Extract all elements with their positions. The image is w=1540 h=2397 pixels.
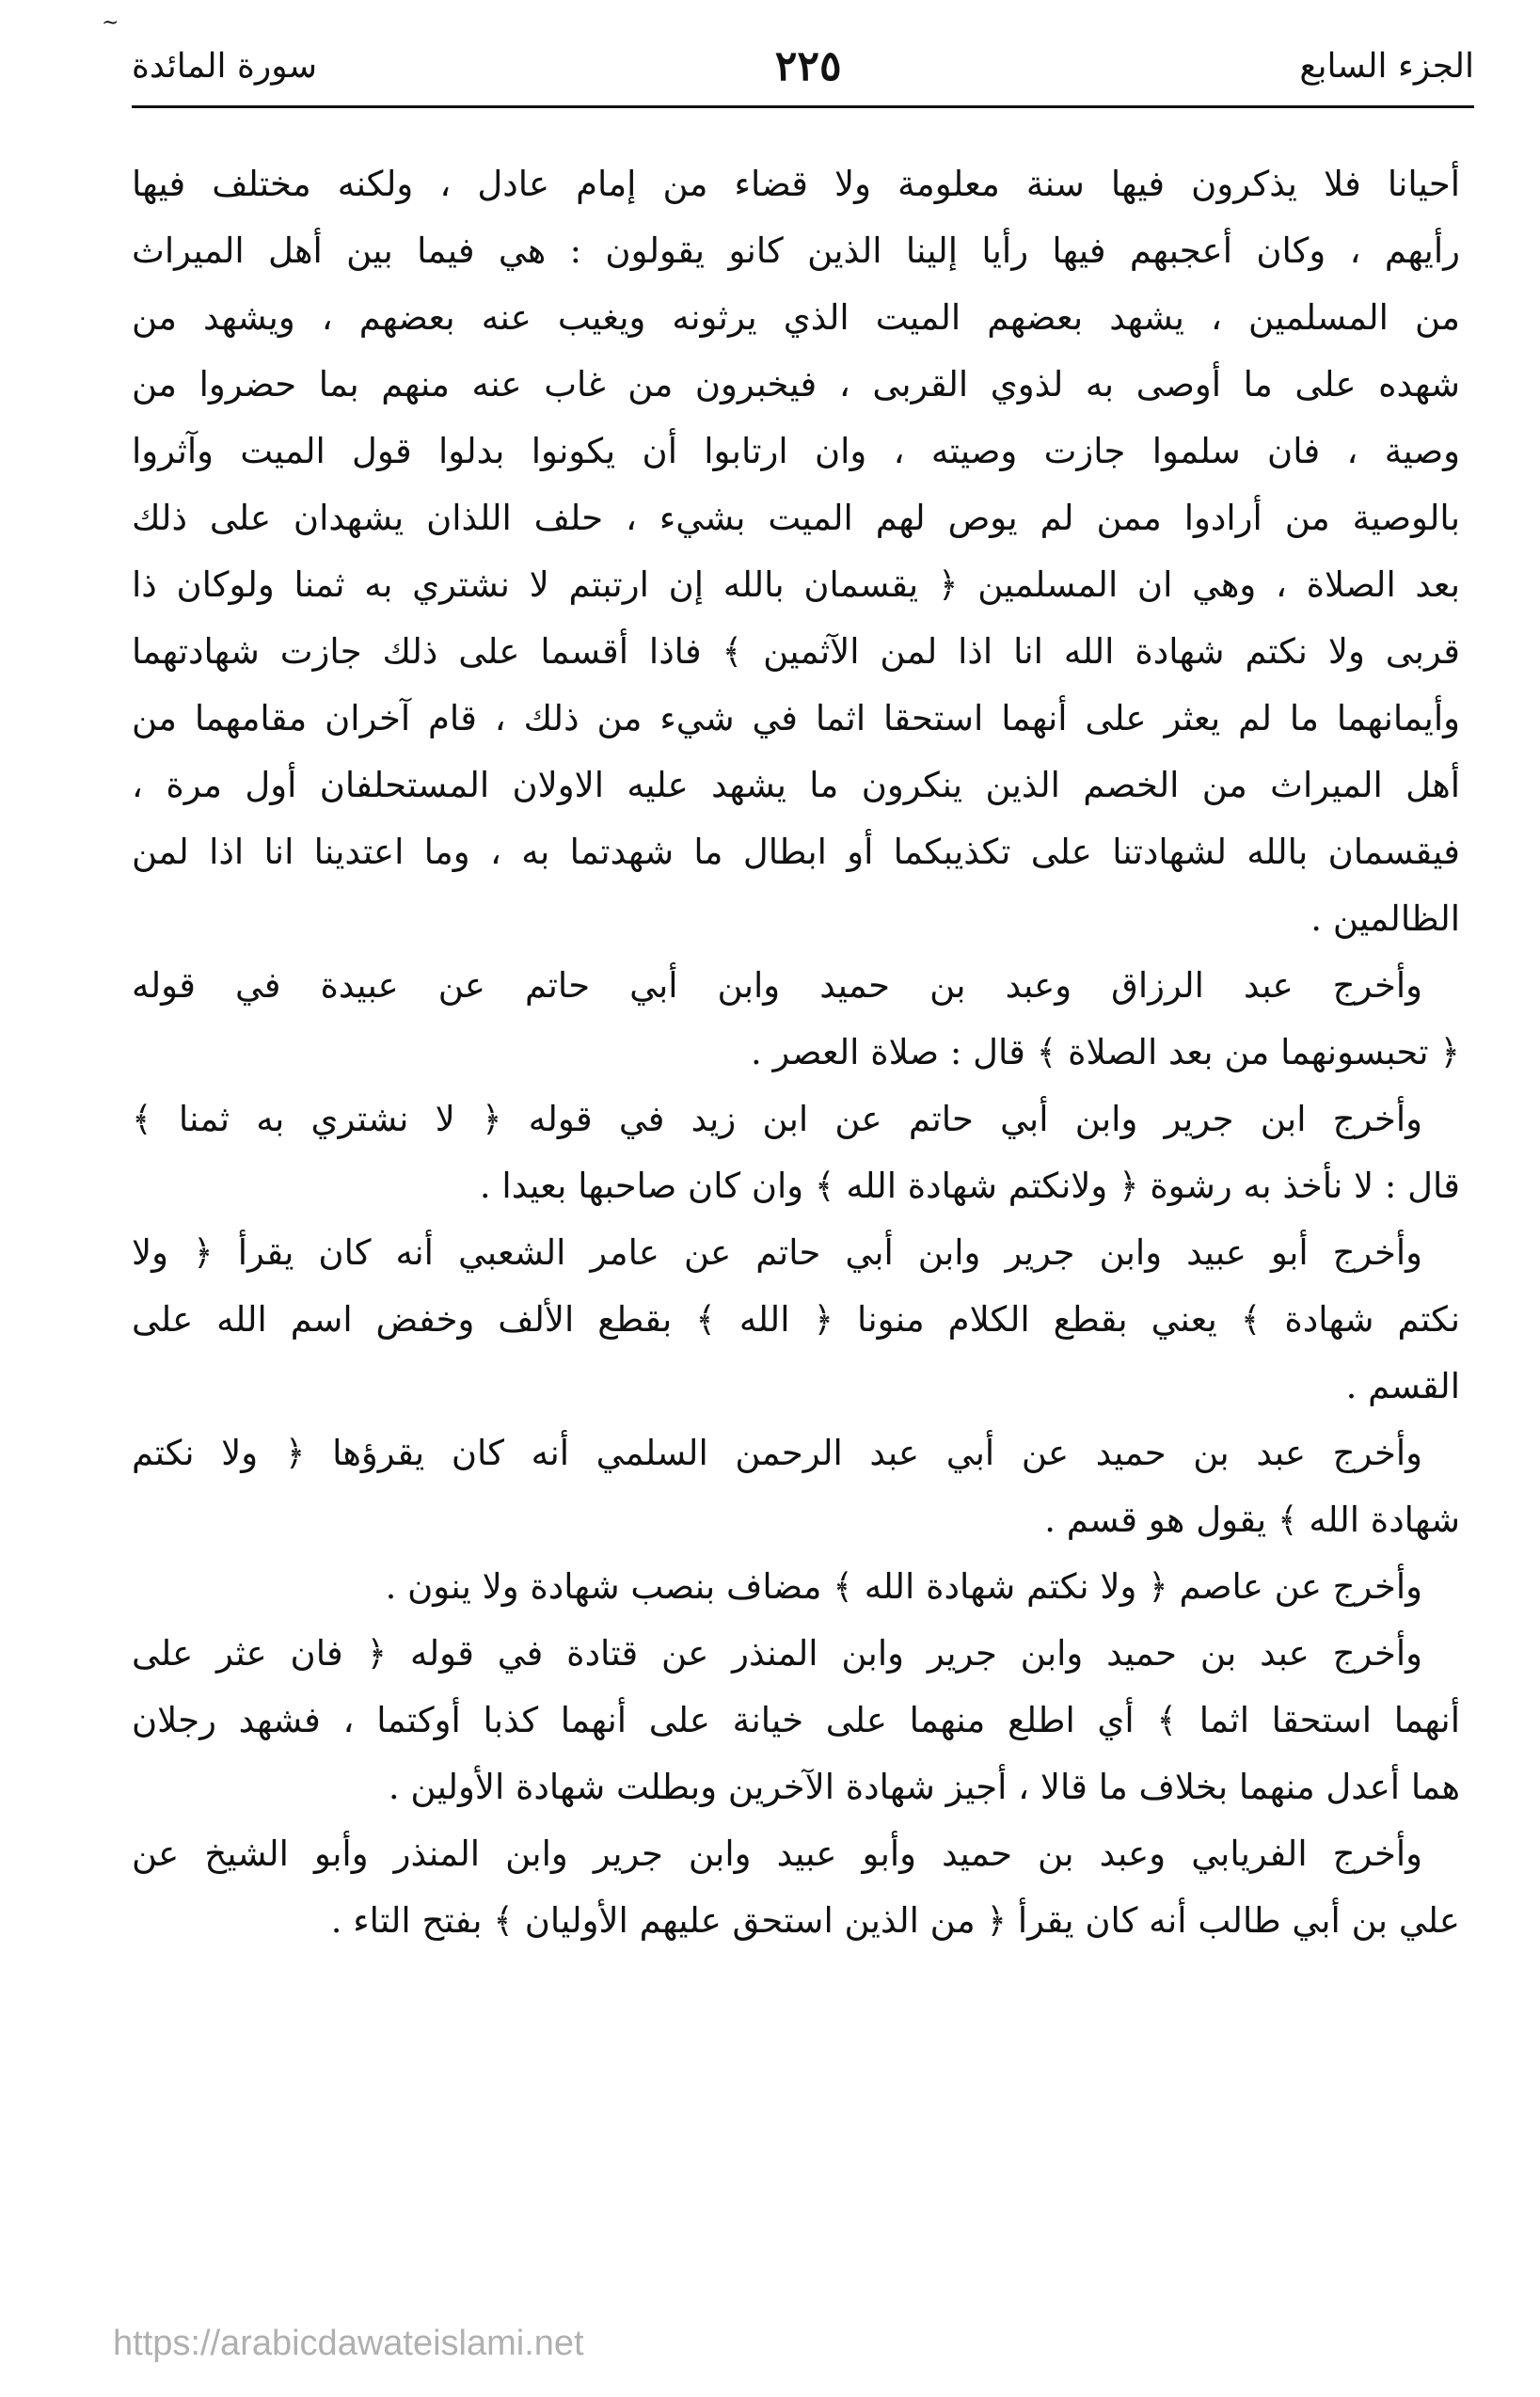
surah-label: سورة المائدة (132, 46, 317, 86)
watermark-url: https://arabicdawateislami.net (113, 2324, 584, 2363)
text-line: القسم . (1345, 1366, 1460, 1406)
text-line: أنهما استحقا اثما ﴾ أي اطلع منهما على خيانة على أنهما كذبا أوكتما ، فشهد رجلان (132, 1700, 1460, 1740)
text-line: وأخرج عبد بن حميد وابن جرير وابن المنذر عن قتادة في قوله ﴿ فان عثر على (132, 1633, 1422, 1674)
text-line: أحيانا فلا يذكرون فيها سنة معلومة ولا قضاء من إمام عادل ، ولكنه مختلف فيها (132, 164, 1460, 204)
text-line: الظالمين . (1310, 898, 1460, 939)
text-line: وأخرج الفريابي وعبد بن حميد وأبو عبيد وابن جرير وابن المنذر وأبو الشيخ عن (132, 1833, 1422, 1874)
text-line: وأخرج عبد بن حميد عن أبي عبد الرحمن السلمي أنه كان يقرؤها ﴿ ولا نكتم (132, 1433, 1423, 1473)
corner-mark: ~ (102, 11, 119, 35)
text-line: ﴿ تحبسونهما من بعد الصلاة ﴾ قال : صلاة العصر . (751, 1032, 1460, 1072)
text-line: قربى ولا نكتم شهادة الله انا اذا لمن الآثمين ﴾ فاذا أقسما على ذلك جازت شهادتهما (132, 631, 1460, 672)
text-line: بعد الصلاة ، وهي ان المسلمين ﴿ يقسمان بالله إن ارتبتم لا نشتري به ثمنا ولوكان ذا (132, 564, 1460, 605)
text-line: علي بن أبي طالب أنه كان يقرأ ﴿ من الذين استحق عليهم الأوليان ﴾ بفتح التاء . (330, 1900, 1460, 1941)
part-label: الجزء السابع (1299, 46, 1474, 86)
text-line: فيقسمان بالله لشهادتنا على تكذيبكما أو ابطال ما شهدتما به ، وما اعتدينا انا اذا لمن (132, 832, 1460, 872)
text-line: شهادة الله ﴾ يقول هو قسم . (1044, 1500, 1460, 1540)
text-line: وأخرج ابن جرير وابن أبي حاتم عن ابن زيد في قوله ﴿ لا نشتري به ثمنا ﴾ (132, 1099, 1422, 1139)
running-header (132, 28, 1474, 103)
text-line: رأيهم ، وكان أعجبهم فيها رأيا إلينا الذين كانو يقولون : هي فيما بين أهل الميراث (132, 230, 1460, 271)
text-line: بالوصية من أرادوا ممن لم يوص لهم الميت بشيء ، حلف اللذان يشهدان على ذلك (132, 498, 1460, 538)
text-line: وصية ، فان سلموا جازت وصيته ، وان ارتابوا أن يكونوا بدلوا قول الميت وآثروا (132, 431, 1460, 471)
text-line: نكتم شهادة ﴾ يعني بقطع الكلام منونا ﴿ الله ﴾ بقطع الألف وخفض اسم الله على (132, 1299, 1460, 1340)
text-line: وأخرج عبد الرزاق وعبد بن حميد وابن أبي حاتم عن عبيدة في قوله (132, 965, 1422, 1006)
text-line: شهده على ما أوصى به لذوي القربى ، فيخبرون من غاب عنه منهم بما حضروا من (132, 364, 1460, 405)
text-line: من المسلمين ، يشهد بعضهم الميت الذي يرثونه ويغيب عنه بعضهم ، ويشهد من (132, 297, 1460, 338)
text-line: أهل الميراث من الخصم الذين ينكرون ما يشهد عليه الاولان المستحلفان أول مرة ، (132, 765, 1460, 805)
text-line: قال : لا نأخذ به رشوة ﴿ ولانكتم شهادة الله ﴾ وان كان صاحبها بعيدا . (479, 1166, 1460, 1206)
header-rule (132, 105, 1474, 108)
text-line: وأيمانهما ما لم يعثر على أنهما استحقا اثما في شيء من ذلك ، قام آخران مقامهما من (132, 698, 1460, 738)
text-line: هما أعدل منهما بخلاف ما قالا ، أجيز شهادة الآخرين وبطلت شهادة الأولين . (388, 1767, 1460, 1807)
body-text (132, 151, 1460, 1954)
text-line: وأخرج أبو عبيد وابن جرير وابن أبي حاتم عن عامر الشعبي أنه كان يقرأ ﴿ ولا (132, 1232, 1422, 1273)
text-line: وأخرج عن عاصم ﴿ ولا نكتم شهادة الله ﴾ مضاف بنصب شهادة ولا ينون . (385, 1566, 1422, 1607)
page-number: ٢٢٥ (774, 41, 842, 90)
